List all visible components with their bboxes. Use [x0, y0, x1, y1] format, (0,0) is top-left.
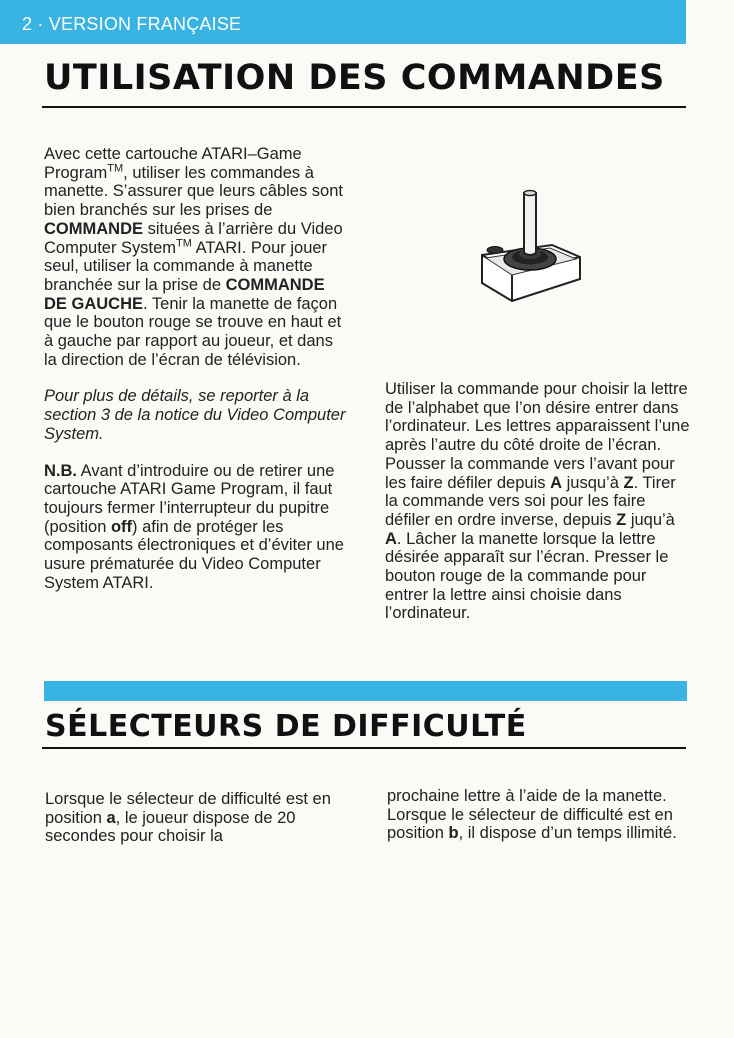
letter-z: Z: [616, 510, 627, 529]
text-span: Utiliser la commande pour choisir la lettre de l’alphabet que l’on désire entrer dans l’ordinateur. Les lettres apparaissent l’une après l’autre du côté droite de l’écran. Pousser la commande vers l’avant pour les faire défiler depuis: [385, 380, 690, 492]
text-span: Avec cette cartouche ATARI–Game Program: [44, 145, 302, 182]
section-title-difficulte: SÉLECTEURS DE DIFFICULTÉ: [45, 709, 527, 744]
paragraph-reference: Pour plus de détails, se reporter à la section 3 de la notice du Video Computer System.: [44, 387, 346, 443]
text-span: prochaine lettre à l’aide de la manette. Lorsque le sélecteur de difficulté est en position: [387, 787, 673, 843]
left-column: [44, 145, 350, 592]
difficulty-right-column: [387, 787, 687, 843]
paragraph-note: [44, 462, 350, 593]
spacer: [44, 369, 350, 387]
text-span: situées à l’arrière du Video Computer System: [44, 219, 343, 257]
paragraph-difficulty-a: [45, 790, 355, 846]
trademark-sup: TM: [176, 237, 192, 250]
text-span: , il dispose d’un temps illimité.: [458, 824, 677, 843]
note-label: N.B.: [44, 461, 77, 480]
spacer: [44, 444, 350, 462]
position-b: b: [448, 824, 459, 843]
text-span: juqu’à: [626, 510, 675, 529]
letter-a: A: [550, 473, 563, 492]
text-span: ) afin de protéger les composants électroniques et d’éviter une usure prématurée du Video Computer System ATARI.: [44, 517, 344, 592]
text-span: . Tenir la manette de façon que le bouton rouge se trouve en haut et à gauche par rapport au joueur, et dans la direction de l’écran de télévision.: [44, 294, 342, 369]
text-span: , utiliser les commandes à manette. S’assurer que leurs câbles sont bien branchés sur les prises de: [44, 163, 343, 220]
letter-z: Z: [623, 473, 634, 492]
text-span: . Tirer la commande vers soi pour les faire défiler en ordre inverse, depuis: [385, 473, 676, 529]
paragraph-alphabet: [385, 380, 690, 623]
text-span: . Lâcher la manette lorsque la lettre désirée apparaît sur l’écran. Presser le bouton rouge de la commande pour entrer la lettre ainsi choisie dans l’ordinateur.: [385, 529, 669, 623]
difficulty-left-column: [45, 790, 355, 846]
text-span: ATARI. Pour jouer seul, utiliser la commande à manette branchée sur la prise de: [44, 238, 328, 294]
text-span: Avant d’introduire ou de retirer une cartouche ATARI Game Program, il faut toujours fermer l’interrupteur du pupitre (position: [44, 461, 335, 536]
position-a: a: [106, 808, 116, 827]
header-band: [0, 0, 686, 44]
bold-term: off: [110, 517, 133, 536]
title-rule: [42, 747, 686, 749]
paragraph-instructions: [44, 145, 350, 369]
trademark-sup: TM: [107, 162, 124, 175]
paragraph-difficulty-b: [387, 787, 687, 843]
joystick-icon: [472, 185, 590, 307]
text-span: Lorsque le sélecteur de difficulté est en position: [45, 790, 331, 827]
right-column: [385, 380, 690, 623]
title-rule: [42, 106, 686, 108]
section-label: 2 · VERSION FRANÇAISE: [22, 14, 242, 34]
bold-term: COMMANDE DE GAUCHE: [44, 275, 325, 313]
bold-term: COMMANDE: [44, 219, 143, 238]
text-span: jusqu’à: [562, 473, 624, 492]
letter-a: A: [385, 529, 397, 548]
text-span: , le joueur dispose de 20 secondes pour choisir la: [45, 808, 296, 846]
divider-band: [44, 681, 687, 701]
section-title-commandes: UTILISATION DES COMMANDES: [44, 58, 665, 98]
